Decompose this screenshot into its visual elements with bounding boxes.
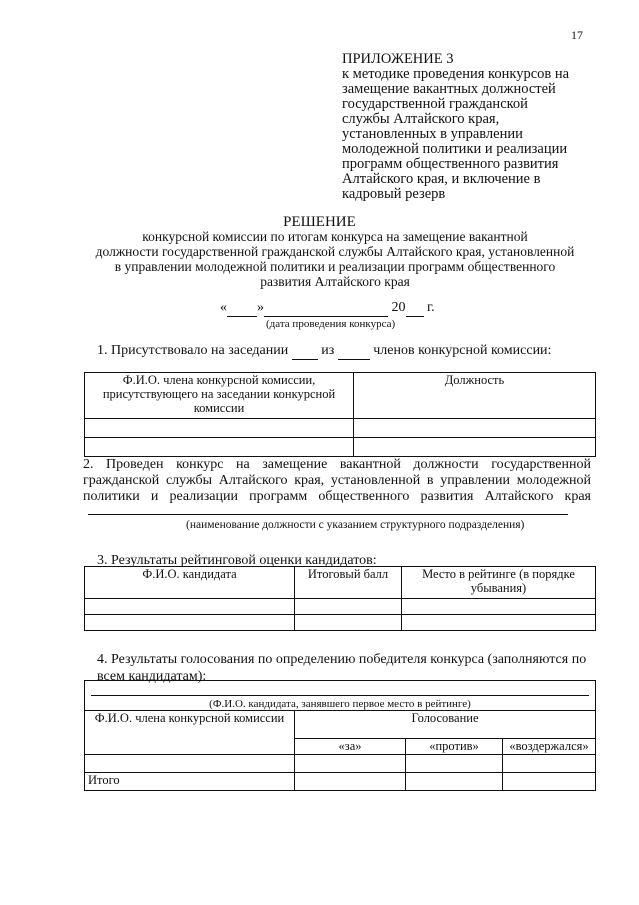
appendix-line: установленных в управлении (342, 126, 523, 142)
section2-line: 2. Проведен конкурс на замещение вакантной должности государственной (83, 457, 591, 472)
section2-text (83, 457, 591, 505)
section2-line: политики и реализации программ общественного развития Алтайского края (83, 489, 591, 504)
appendix-line: молодежной политики и реализации (342, 141, 568, 157)
vote-against-header: «против» (406, 739, 503, 755)
appendix-line: замещение вакантных должностей (342, 81, 556, 97)
table-cell[interactable] (406, 773, 503, 791)
document-title: РЕШЕНИЕ (283, 214, 356, 230)
member-header: Ф.И.О. члена конкурсной комиссии (85, 711, 295, 755)
close-quote: » (257, 300, 264, 315)
day-blank[interactable] (227, 300, 257, 317)
year-suffix: г. (427, 300, 435, 315)
appendix-line: кадровый резерв (342, 186, 446, 202)
rating-header-name: Ф.И.О. кандидата (85, 567, 295, 599)
subtitle-line: в управлении молодежной политики и реализации программ общественного (114, 259, 556, 274)
members-table (84, 372, 596, 457)
rating-header-score: Итоговый балл (295, 567, 402, 599)
subtitle-line: должности государственной гражданской службы Алтайского края, установленной (95, 244, 575, 259)
position-caption: (наименование должности с указанием структурного подразделения) (186, 519, 525, 531)
section1-text-a: 1. Присутствовало на заседании (97, 343, 289, 358)
table-cell[interactable] (406, 755, 503, 773)
members-header-name: Ф.И.О. члена конкурсной комиссии, присутствующего на заседании конкурсной комиссии (85, 373, 354, 419)
table-row (85, 773, 596, 791)
table-cell[interactable] (85, 615, 295, 631)
table-cell[interactable] (85, 755, 295, 773)
table-cell[interactable] (354, 419, 596, 438)
winner-blank[interactable] (91, 695, 589, 696)
table-row (85, 419, 596, 438)
year-blank[interactable] (406, 300, 424, 317)
year-prefix: 20 (391, 300, 406, 315)
table-cell[interactable] (503, 755, 596, 773)
vote-for-header: «за» (295, 739, 406, 755)
open-quote: « (220, 300, 227, 315)
section1-text-c: членов конкурсной комиссии: (373, 343, 552, 358)
present-count-blank[interactable] (292, 343, 318, 360)
table-cell[interactable] (354, 438, 596, 457)
position-blank[interactable] (88, 514, 568, 515)
section1-text-b: из (321, 343, 335, 358)
table-cell[interactable] (85, 419, 354, 438)
table-row (85, 755, 596, 773)
winner-caption: (Ф.И.О. кандидата, занявшего первое место в рейтинге) (209, 698, 471, 710)
appendix-header (342, 52, 602, 202)
total-label: Итого (85, 773, 295, 791)
date-line (220, 300, 435, 317)
appendix-line: к методике проведения конкурсов на (342, 66, 570, 82)
month-blank[interactable] (264, 300, 388, 317)
voting-table (84, 680, 596, 791)
table-cell[interactable] (85, 599, 295, 615)
table-cell[interactable] (295, 615, 402, 631)
voting-header: Голосование (295, 711, 596, 739)
table-row (85, 615, 596, 631)
members-header-position: Должность (354, 373, 596, 419)
table-cell[interactable] (402, 615, 596, 631)
total-count-blank[interactable] (338, 343, 370, 360)
rating-header-place: Место в рейтинге (в порядке убывания) (402, 567, 596, 599)
appendix-line: государственной гражданской (342, 96, 528, 112)
table-cell[interactable] (295, 755, 406, 773)
appendix-line: службы Алтайского края, (342, 111, 500, 127)
document-subtitle (70, 229, 600, 289)
table-row (85, 599, 596, 615)
subtitle-line: конкурсной комиссии по итогам конкурса на замещение вакантной (142, 229, 528, 244)
section1-text (97, 343, 551, 360)
appendix-title: ПРИЛОЖЕНИЕ 3 (342, 51, 454, 67)
table-cell[interactable] (85, 438, 354, 457)
table-cell[interactable] (503, 773, 596, 791)
appendix-line: программ общественного развития (342, 156, 559, 172)
section3-text: 3. Результаты рейтинговой оценки кандидатов: (97, 553, 377, 568)
table-row (85, 438, 596, 457)
appendix-line: Алтайского края, и включение в (342, 171, 541, 187)
vote-abstain-header: «воздержался» (503, 739, 596, 755)
section4-text: 4. Результаты голосования по определению победителя конкурса (заполняются по всем кандидатам): (97, 652, 587, 684)
table-cell[interactable] (402, 599, 596, 615)
subtitle-line: развития Алтайского края (260, 274, 410, 289)
section2-line: гражданской службы Алтайского края, установленной в управлении молодежной (83, 473, 591, 488)
date-caption: (дата проведения конкурса) (266, 318, 396, 330)
table-cell[interactable] (295, 599, 402, 615)
rating-table (84, 566, 596, 631)
page-number: 17 (571, 28, 583, 42)
table-cell[interactable] (295, 773, 406, 791)
winner-cell (85, 681, 596, 711)
